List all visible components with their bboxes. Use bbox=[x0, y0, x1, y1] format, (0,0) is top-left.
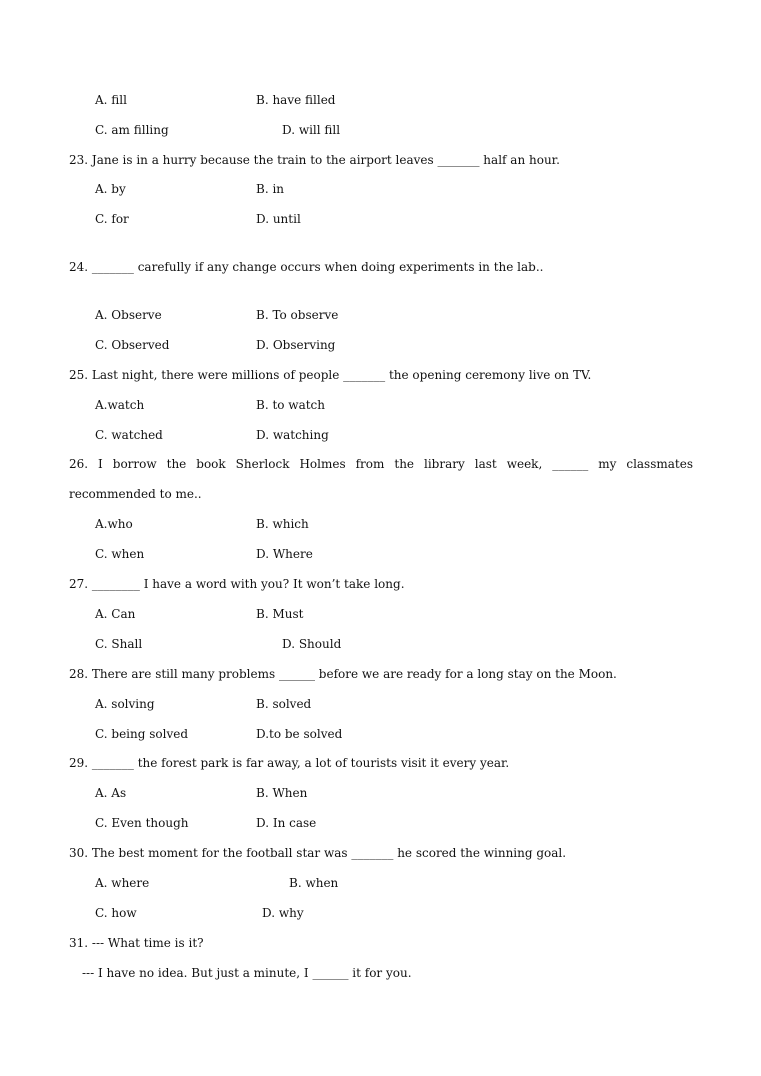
q30-option-c: C. how bbox=[95, 906, 137, 920]
q25-stem: 25. Last night, there were millions of people _______ the opening ceremony live on TV. bbox=[69, 368, 592, 382]
q25-option-c: C. watched bbox=[95, 428, 163, 442]
q26-stem-line1: 26. I borrow the book Sherlock Holmes from the library last week, ______ my classmates bbox=[69, 457, 693, 471]
q22-option-b: B. have filled bbox=[256, 93, 336, 107]
q29-stem: 29. _______ the forest park is far away, a lot of tourists visit it every year. bbox=[69, 756, 510, 770]
q25-option-a: A.watch bbox=[95, 398, 145, 412]
q28-option-a: A. solving bbox=[95, 697, 155, 711]
q24-option-a: A. Observe bbox=[95, 308, 162, 322]
q22-option-d: D. will fill bbox=[282, 123, 341, 137]
q27-stem: 27. ________ I have a word with you? It won’t take long. bbox=[69, 577, 405, 591]
q23-stem: 23. Jane is in a hurry because the train to the airport leaves _______ half an hour. bbox=[69, 153, 560, 167]
q29-option-b: B. When bbox=[256, 786, 308, 800]
q30-option-d: D. why bbox=[262, 906, 304, 920]
q29-option-c: C. Even though bbox=[95, 816, 189, 830]
q27-option-d: D. Should bbox=[282, 637, 342, 651]
q24-stem: 24. _______ carefully if any change occurs when doing experiments in the lab.. bbox=[69, 260, 544, 274]
q24-option-d: D. Observing bbox=[256, 338, 336, 352]
q30-stem: 30. The best moment for the football star was _______ he scored the winning goal. bbox=[69, 846, 567, 860]
q27-option-b: B. Must bbox=[256, 607, 304, 621]
q25-option-b: B. to watch bbox=[256, 398, 326, 412]
q30-option-a: A. where bbox=[95, 876, 150, 890]
q27-option-c: C. Shall bbox=[95, 637, 143, 651]
q26-option-a: A.who bbox=[95, 517, 133, 531]
q25-option-d: D. watching bbox=[256, 428, 329, 442]
q27-option-a: A. Can bbox=[95, 607, 136, 621]
q28-option-c: C. being solved bbox=[95, 727, 189, 741]
q31-reply: --- I have no idea. But just a minute, I ______ it for you. bbox=[82, 966, 412, 980]
q23-option-a: A. by bbox=[95, 182, 126, 196]
q28-stem: 28. There are still many problems ______ before we are ready for a long stay on the Moon. bbox=[69, 667, 617, 681]
q29-option-a: A. As bbox=[95, 786, 127, 800]
q24-option-c: C. Observed bbox=[95, 338, 170, 352]
q28-option-d: D.to be solved bbox=[256, 727, 343, 741]
q28-option-b: B. solved bbox=[256, 697, 312, 711]
q26-option-d: D. Where bbox=[256, 547, 313, 561]
q31-stem: 31. --- What time is it? bbox=[69, 936, 204, 950]
q24-option-b: B. To observe bbox=[256, 308, 339, 322]
q23-option-c: C. for bbox=[95, 212, 129, 226]
q26-option-c: C. when bbox=[95, 547, 145, 561]
q26-option-b: B. which bbox=[256, 517, 309, 531]
q29-option-d: D. In case bbox=[256, 816, 317, 830]
q26-stem-line2: recommended to me.. bbox=[69, 487, 202, 501]
q30-option-b: B. when bbox=[289, 876, 339, 890]
q23-option-b: B. in bbox=[256, 182, 285, 196]
q23-option-d: D. until bbox=[256, 212, 301, 226]
q22-option-a: A. fill bbox=[95, 93, 127, 107]
q22-option-c: C. am filling bbox=[95, 123, 169, 137]
